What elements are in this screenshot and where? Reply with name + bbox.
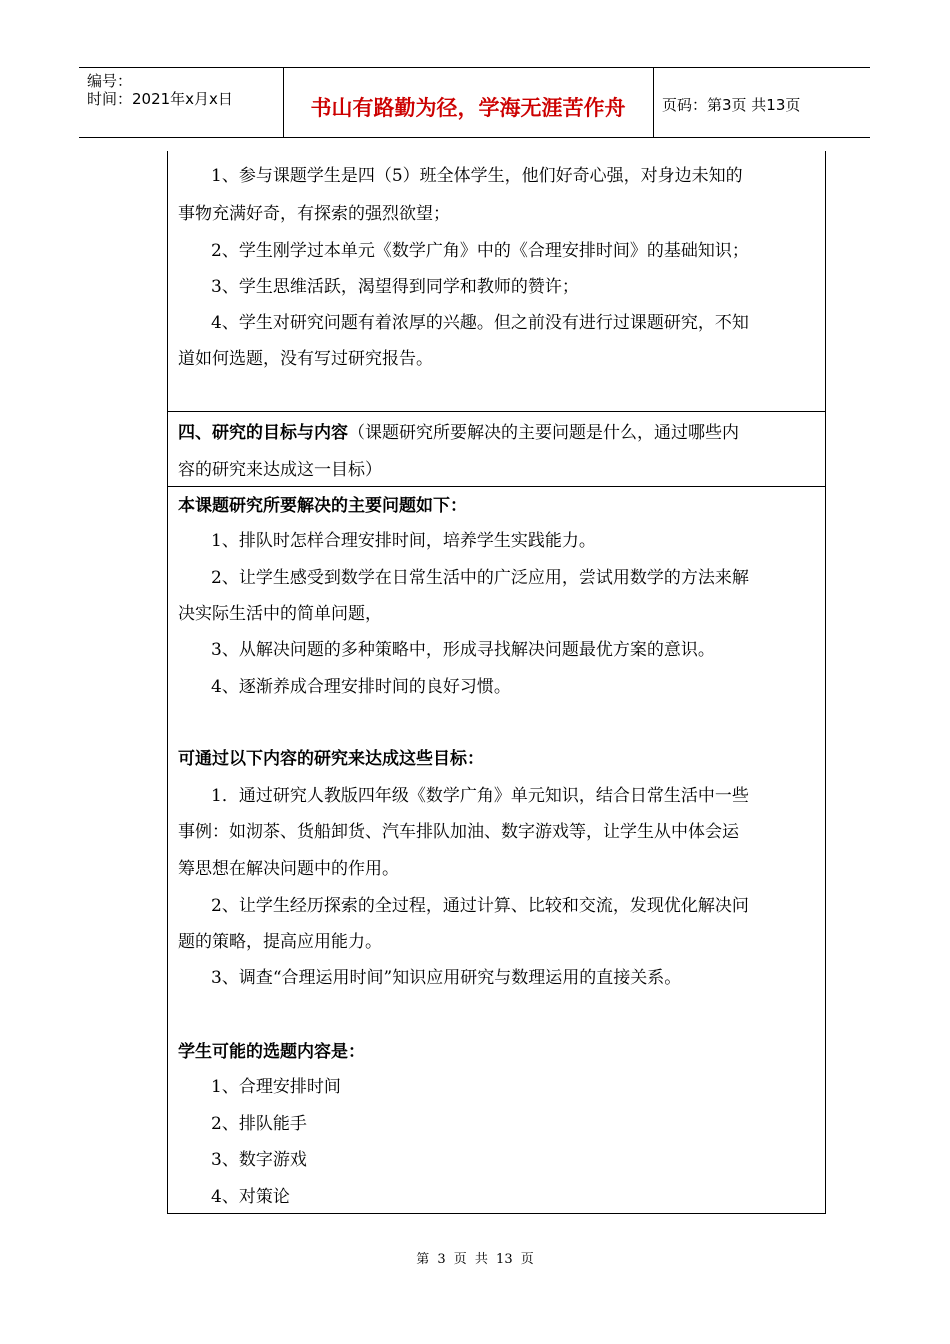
list-item: 2、让学生感受到数学在日常生活中的广泛应用，尝试用数学的方法来解	[211, 568, 749, 588]
header-motto: 书山有路勤为径，学海无涯苦作舟	[310, 96, 626, 120]
section-title-bold: 四、研究的目标与内容	[178, 423, 348, 443]
list-item: 4、对策论	[211, 1187, 290, 1207]
date-label: 时间：2021年x月x日	[87, 90, 233, 108]
list-item-cont: 事例：如沏茶、货船卸货、汽车排队加油、数字游戏等，让学生从中体会运	[178, 822, 739, 842]
list-item-cont: 决实际生活中的简单问题，	[178, 604, 382, 624]
table-row-divider	[168, 411, 825, 412]
problems-heading: 本课题研究所要解决的主要问题如下：	[178, 496, 467, 516]
paragraph: 3、学生思维活跃，渴望得到同学和教师的赞许；	[211, 277, 579, 297]
list-item: 3、数字游戏	[211, 1150, 307, 1170]
page-footer: 第 3 页 共 13 页	[416, 1252, 534, 1267]
list-item: 3、调查“合理运用时间”知识应用研究与数理运用的直接关系。	[211, 968, 682, 988]
list-item: 1、合理安排时间	[211, 1077, 341, 1097]
list-item: 2、排队能手	[211, 1114, 307, 1134]
page-header	[79, 67, 870, 138]
list-item: 3、从解决问题的多种策略中，形成寻找解决问题最优方案的意识。	[211, 640, 715, 660]
list-item: 2、让学生经历探索的全过程，通过计算、比较和交流，发现优化解决问	[211, 896, 749, 916]
content-heading: 可通过以下内容的研究来达成这些目标：	[178, 749, 484, 769]
header-page-info: 页码：第3页 共13页	[662, 96, 801, 114]
paragraph: 1、参与课题学生是四（5）班全体学生，他们好奇心强，对身边未知的	[211, 166, 743, 186]
section-title	[178, 418, 739, 443]
paragraph: 4、学生对研究问题有着浓厚的兴趣。但之前没有进行过课题研究，不知	[211, 313, 749, 333]
paragraph: 道如何选题，没有写过研究报告。	[178, 349, 433, 369]
list-item: 1、排队时怎样合理安排时间，培养学生实践能力。	[211, 531, 596, 551]
content-table	[167, 151, 826, 1214]
header-meta	[87, 72, 233, 108]
section-title-line2: 容的研究来达成这一目标）	[178, 460, 382, 480]
table-row-divider	[168, 486, 825, 487]
list-item: 1．通过研究人教版四年级《数学广角》单元知识，结合日常生活中一些	[211, 786, 749, 806]
header-divider	[653, 68, 654, 137]
list-item-cont: 筹思想在解决问题中的作用。	[178, 859, 399, 879]
topics-heading: 学生可能的选题内容是：	[178, 1042, 365, 1062]
list-item: 4、逐渐养成合理安排时间的良好习惯。	[211, 677, 511, 697]
list-item-cont: 题的策略，提高应用能力。	[178, 932, 382, 952]
section-title-note: （课题研究所要解决的主要问题是什么，通过哪些内	[348, 423, 739, 443]
paragraph: 2、学生刚学过本单元《数学广角》中的《合理安排时间》的基础知识；	[211, 241, 749, 261]
paragraph: 事物充满好奇，有探索的强烈欲望；	[178, 204, 450, 224]
number-label: 编号：	[87, 72, 133, 90]
